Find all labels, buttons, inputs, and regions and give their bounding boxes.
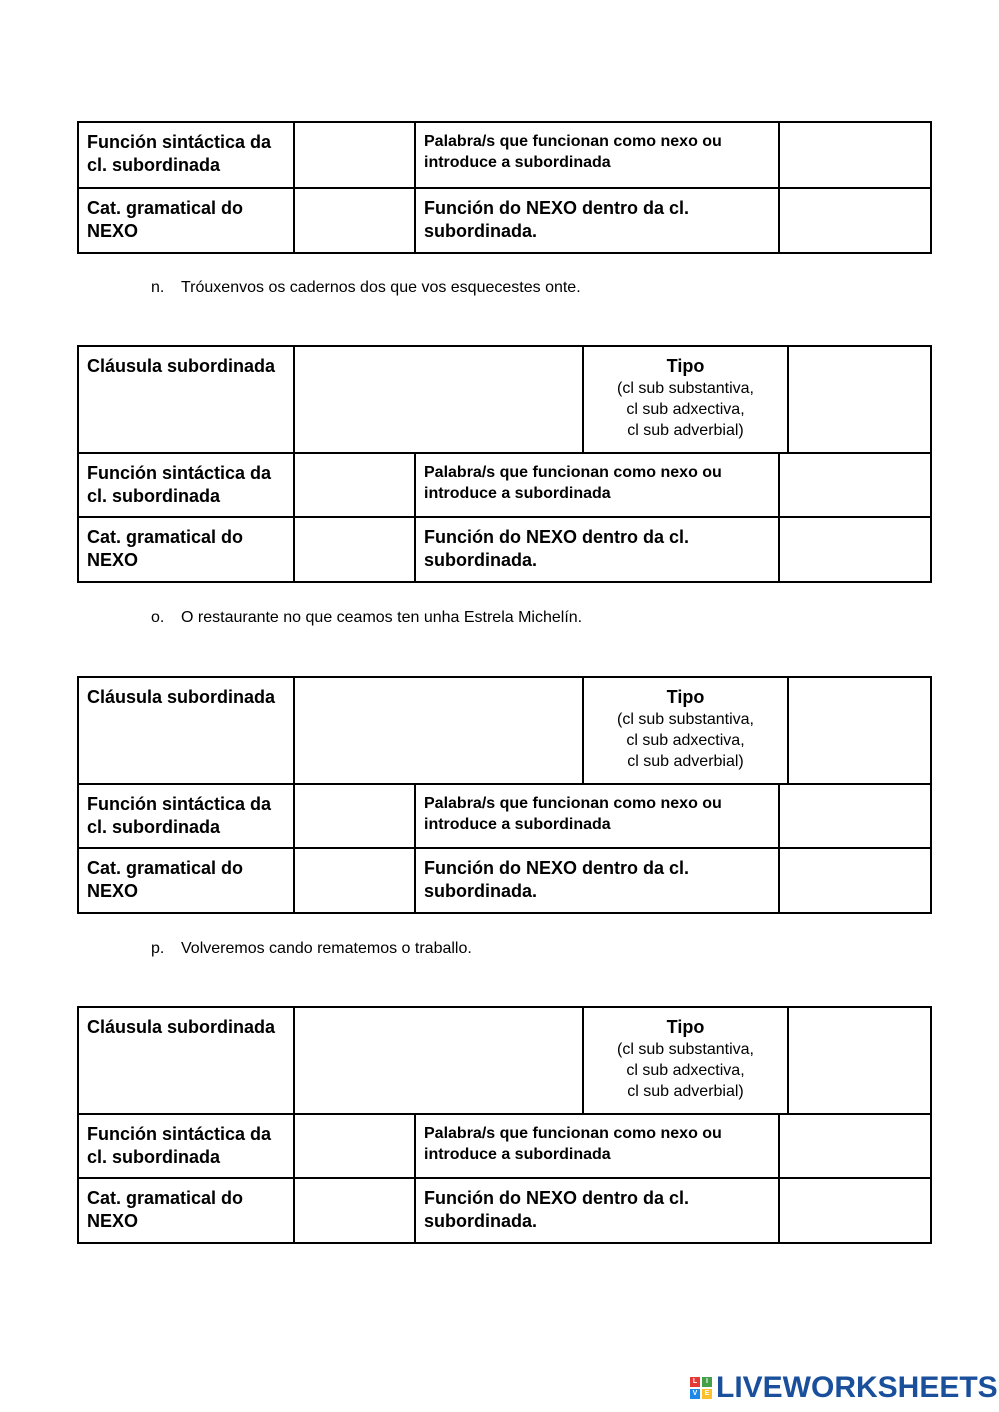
label-funcion-sintactica: Función sintáctica da cl. subordinada — [87, 794, 272, 837]
tipo-option-1: (cl sub substantiva, — [617, 380, 754, 397]
logo-mark-icon — [690, 1377, 712, 1399]
sentence-text: Tróuxenvos os cadernos dos que vos esquecestes onte. — [181, 279, 581, 296]
liveworksheets-logo — [690, 1372, 998, 1404]
input-cat-gramatical[interactable] — [293, 849, 414, 912]
label-palabra-nexo: Palabra/s que funcionan como nexo ou introduce a subordinada — [414, 454, 778, 516]
sentence-o — [151, 608, 582, 628]
label-cat-gramatical: Cat. gramatical do NEXO — [87, 858, 244, 901]
label-funcion-sintactica: Función sintáctica da cl. subordinada — [87, 463, 272, 506]
input-clausula[interactable] — [293, 678, 582, 783]
tipo-title: Tipo — [666, 687, 705, 707]
label-clausula: Cláusula subordinada — [87, 356, 276, 376]
input-clausula[interactable] — [293, 1008, 582, 1113]
tipo-option-2: cl sub adxectiva, — [626, 401, 745, 418]
logo-wordmark: LIVEWORKSHEETS — [716, 1371, 998, 1404]
label-funcion-sintactica: Función sintáctica da cl. subordinada — [87, 132, 272, 175]
tipo-title: Tipo — [666, 356, 705, 376]
input-funcion-sintactica[interactable] — [293, 123, 414, 187]
input-cat-gramatical[interactable] — [293, 189, 414, 252]
label-funcion-sintactica: Función sintáctica da cl. subordinada — [87, 1124, 272, 1167]
input-funcion-sintactica[interactable] — [293, 785, 414, 847]
label-clausula: Cláusula subordinada — [87, 687, 276, 707]
tipo-option-1: (cl sub substantiva, — [617, 1041, 754, 1058]
sentence-p — [151, 939, 472, 959]
label-cat-gramatical: Cat. gramatical do NEXO — [87, 527, 244, 570]
input-cat-gramatical[interactable] — [293, 1179, 414, 1242]
input-palabra-nexo[interactable] — [778, 1115, 930, 1177]
tipo-option-2: cl sub adxectiva, — [626, 732, 745, 749]
label-funcion-nexo: Función do NEXO dentro da cl. subordinada. — [414, 518, 778, 581]
input-tipo[interactable] — [787, 1008, 930, 1113]
label-funcion-nexo: Función do NEXO dentro da cl. subordinada. — [414, 849, 778, 912]
tipo-option-1: (cl sub substantiva, — [617, 711, 754, 728]
tipo-option-3: cl sub adverbial) — [627, 422, 744, 439]
tipo-option-2: cl sub adxectiva, — [626, 1062, 745, 1079]
input-palabra-nexo[interactable] — [778, 785, 930, 847]
logo-mark-letter: E — [702, 1389, 712, 1399]
label-palabra-nexo: Palabra/s que funcionan como nexo ou introduce a subordinada — [414, 1115, 778, 1177]
sentence-label: n. — [151, 279, 165, 296]
label-palabra-nexo: Palabra/s que funcionan como nexo ou introduce a subordinada — [414, 785, 778, 847]
input-funcion-sintactica[interactable] — [293, 1115, 414, 1177]
answer-table-o — [77, 676, 932, 914]
label-palabra-nexo: Palabra/s que funcionan como nexo ou introduce a subordinada — [414, 123, 778, 187]
input-palabra-nexo[interactable] — [778, 454, 930, 516]
input-cat-gramatical[interactable] — [293, 518, 414, 581]
input-tipo[interactable] — [787, 678, 930, 783]
logo-mark-letter: V — [690, 1389, 700, 1399]
answer-table-n — [77, 345, 932, 583]
label-cat-gramatical: Cat. gramatical do NEXO — [87, 1188, 244, 1231]
label-cat-gramatical: Cat. gramatical do NEXO — [87, 198, 244, 241]
label-tipo — [582, 347, 787, 452]
label-tipo — [582, 1008, 787, 1113]
input-funcion-sintactica[interactable] — [293, 454, 414, 516]
input-funcion-nexo[interactable] — [778, 189, 930, 252]
label-clausula: Cláusula subordinada — [87, 1017, 276, 1037]
input-clausula[interactable] — [293, 347, 582, 452]
input-funcion-nexo[interactable] — [778, 1179, 930, 1242]
answer-table-m — [77, 121, 932, 254]
label-funcion-nexo: Función do NEXO dentro da cl. subordinada. — [414, 1179, 778, 1242]
logo-mark-letter: L — [690, 1377, 700, 1387]
sentence-text: O restaurante no que ceamos ten unha Estrela Michelín. — [181, 609, 583, 626]
sentence-n — [151, 278, 581, 298]
input-tipo[interactable] — [787, 347, 930, 452]
tipo-title: Tipo — [666, 1017, 705, 1037]
logo-mark-letter: I — [702, 1377, 712, 1387]
sentence-text: Volveremos cando rematemos o traballo. — [181, 940, 472, 957]
sentence-label: p. — [151, 940, 165, 957]
input-funcion-nexo[interactable] — [778, 518, 930, 581]
tipo-option-3: cl sub adverbial) — [627, 1083, 744, 1100]
input-palabra-nexo[interactable] — [778, 123, 930, 187]
label-funcion-nexo: Función do NEXO dentro da cl. subordinada. — [414, 189, 778, 252]
tipo-option-3: cl sub adverbial) — [627, 753, 744, 770]
label-tipo — [582, 678, 787, 783]
sentence-label: o. — [151, 609, 165, 626]
answer-table-p — [77, 1006, 932, 1244]
input-funcion-nexo[interactable] — [778, 849, 930, 912]
